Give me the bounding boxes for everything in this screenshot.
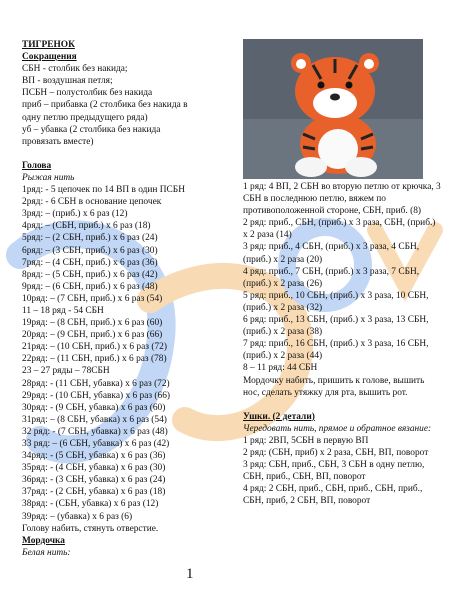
head-line: 20ряд: – (9 СБН, приб.) х 6 раз (66) (22, 330, 163, 341)
head-line: 38ряд: - (СБН, убавка) х 6 раз (12) (22, 499, 159, 510)
muzzle-line: 7 ряд: приб., 16 СБН, (приб.) х 3 раза, 16 СБН, (приб.) х 2 раза (44) (243, 339, 429, 362)
head-line: 34ряд: - (5 СБН, убавка) х 6 раз (36) (22, 451, 166, 462)
abbr-line: провязать вместе) (22, 136, 94, 147)
head-line: 30ряд: - (9 СБН, убавка) х 6 раз (60) (22, 402, 166, 413)
abbr-line: приб – прибавка (2 столбика без накида в (22, 100, 188, 111)
head-line: 11 – 18 ряд - 54 СБН (22, 305, 104, 316)
abbr-list (22, 63, 232, 148)
ears-line: 2 ряд: (СБН, приб) х 2 раза, СБН, ВП, поворот (243, 447, 429, 458)
left-column (22, 39, 232, 559)
head-line: 36ряд: - (3 СБН, убавка) х 6 раз (24) (22, 475, 166, 486)
head-line: 21ряд: – (10 СБН, приб.) х 6 раз (72) (22, 342, 167, 353)
head-line: 31ряд: – (8 СБН, убавка) х 6 раз (54) (22, 414, 167, 425)
title: ТИГРЕНОК (22, 40, 75, 50)
head-line: 39ряд: – (убавка) х 6 раз (6) (22, 511, 133, 522)
head-line: 23 – 27 ряды – 78СБН (22, 366, 110, 377)
abbr-line: СБН - столбик без накида; (22, 64, 128, 75)
head-line: 2ряд: - 6 СБН в основание цепочек (22, 197, 162, 208)
page-number: 1 (186, 566, 194, 582)
head-rows (22, 184, 232, 535)
muzzle-line: 2 ряд: приб., СБН, (приб.) х 3 раза, СБН, (приб.) х 2 раза (14) (243, 218, 436, 241)
right-column (243, 181, 441, 507)
muzzle-line: 3 ряд: приб., 4 СБН, (приб.) х 3 раза, 4 СБН, (приб.) х 2 раза (20) (243, 242, 420, 265)
ears-note: Чередовать нить, прямое и обратное вязание: (243, 423, 432, 434)
ears-line: 4 ряд: 2 СБН, приб., СБН, приб., СБН, приб., СБН, приб, 2 СБН, ВП, поворот (243, 484, 423, 507)
muzzle-line: 6 ряд: приб., 13 СБН, (приб.) х 3 раза, 13 СБН, (приб.) х 2 раза (38) (243, 315, 429, 338)
head-line: 29ряд: - (10 СБН, убавка) х 6 раз (66) (22, 390, 171, 401)
abbr-header: Сокращения (22, 52, 77, 63)
muzzle-yarn: Белая нить: (22, 547, 71, 558)
head-yarn: Рыжая нить (22, 172, 75, 183)
head-line: 7ряд: – (4 СБН, приб.) х 6 раз (36) (22, 257, 158, 268)
head-line: 32 ряд: - (7 СБН, убавка) х 6 раз (48) (22, 426, 168, 437)
abbr-line: одну петлю предыдущего ряда) (22, 112, 148, 123)
ears-line: 1 ряд: 2ВП, 5СБН в первую ВП (243, 435, 369, 446)
head-line: 4ряд: – (СБН, приб.) х 6 раз (18) (22, 221, 151, 232)
head-line: 19ряд: – (8 СБН, приб.) х 6 раз (60) (22, 318, 163, 329)
abbr-line: уб – убавка (2 столбика без накида (22, 124, 161, 135)
head-header: Голова (22, 160, 52, 171)
head-line: 33 ряд: – (6 СБН, убавка) х 6 раз (42) (22, 439, 170, 449)
tiger-photo (243, 39, 423, 179)
muzzle-rows (243, 181, 441, 399)
head-line: 35ряд: - (4 СБН, убавка) х 6 раз (30) (22, 463, 166, 474)
head-line: 37ряд: - (2 СБН, убавка) х 6 раз (18) (22, 487, 166, 498)
muzzle-line: 8 – 11 ряд: 44 СБН (243, 363, 318, 374)
ears-line: 3 ряд: СБН, приб., СБН, 3 СБН в одну петлю, СБН, приб., СБН, ВП, поворот (243, 460, 425, 483)
muzzle-line: 4 ряд: приб., 7 СБН, (приб.) х 3 раза, 7 СБН, (приб.) х 2 раза (26) (243, 266, 420, 289)
head-line: 1ряд: - 5 цепочек по 14 ВП в один ПСБН (22, 185, 185, 196)
head-line: 8ряд: – (5 СБН, приб.) х 6 раз (42) (22, 269, 158, 280)
head-line: 10ряд: – (7 СБН, приб.) х 6 раз (54) (22, 293, 163, 304)
head-line: 28ряд: - (11 СБН, убавка) х 6 раз (72) (22, 378, 170, 389)
abbr-line: ВП - воздушная петля; (22, 76, 113, 87)
head-line: 5ряд: – (2 СБН, приб.) х 6 раз (24) (22, 233, 158, 244)
muzzle-line: Мордочку набить, пришить к голове, вышить нос, сделать утяжку для рта, вышить рот. (243, 375, 425, 398)
head-line: 22ряд: – (11 СБН, приб.) х 6 раз (78) (22, 354, 167, 365)
muzzle-line: 5 ряд: приб., 10 СБН, (приб.) х 3 раза, 10 СБН, (приб.) х 2 раза (32) (243, 290, 429, 313)
head-line: 9ряд: – (6 СБН, приб.) х 6 раз (48) (22, 281, 158, 292)
muzzle-line: 1 ряд: 4 ВП, 2 СБН во вторую петлю от крючка, 3 СБН в последнюю петлю, вяжем по противоположенной стороне, СБН, приб. (8) (243, 182, 441, 217)
head-line: 6ряд: – (3 СБН, приб.) х 6 раз (30) (22, 245, 158, 256)
muzzle-header: Мордочка (22, 535, 65, 546)
ears-header: Ушки. (2 детали) (243, 411, 315, 422)
head-line: Голову набить, стянуть отверстие. (22, 523, 159, 534)
ears-rows (243, 435, 441, 508)
abbr-line: ПСБН – полустолбик без накида (22, 88, 153, 99)
head-line: 3ряд: – (приб.) х 6 раз (12) (22, 209, 128, 220)
